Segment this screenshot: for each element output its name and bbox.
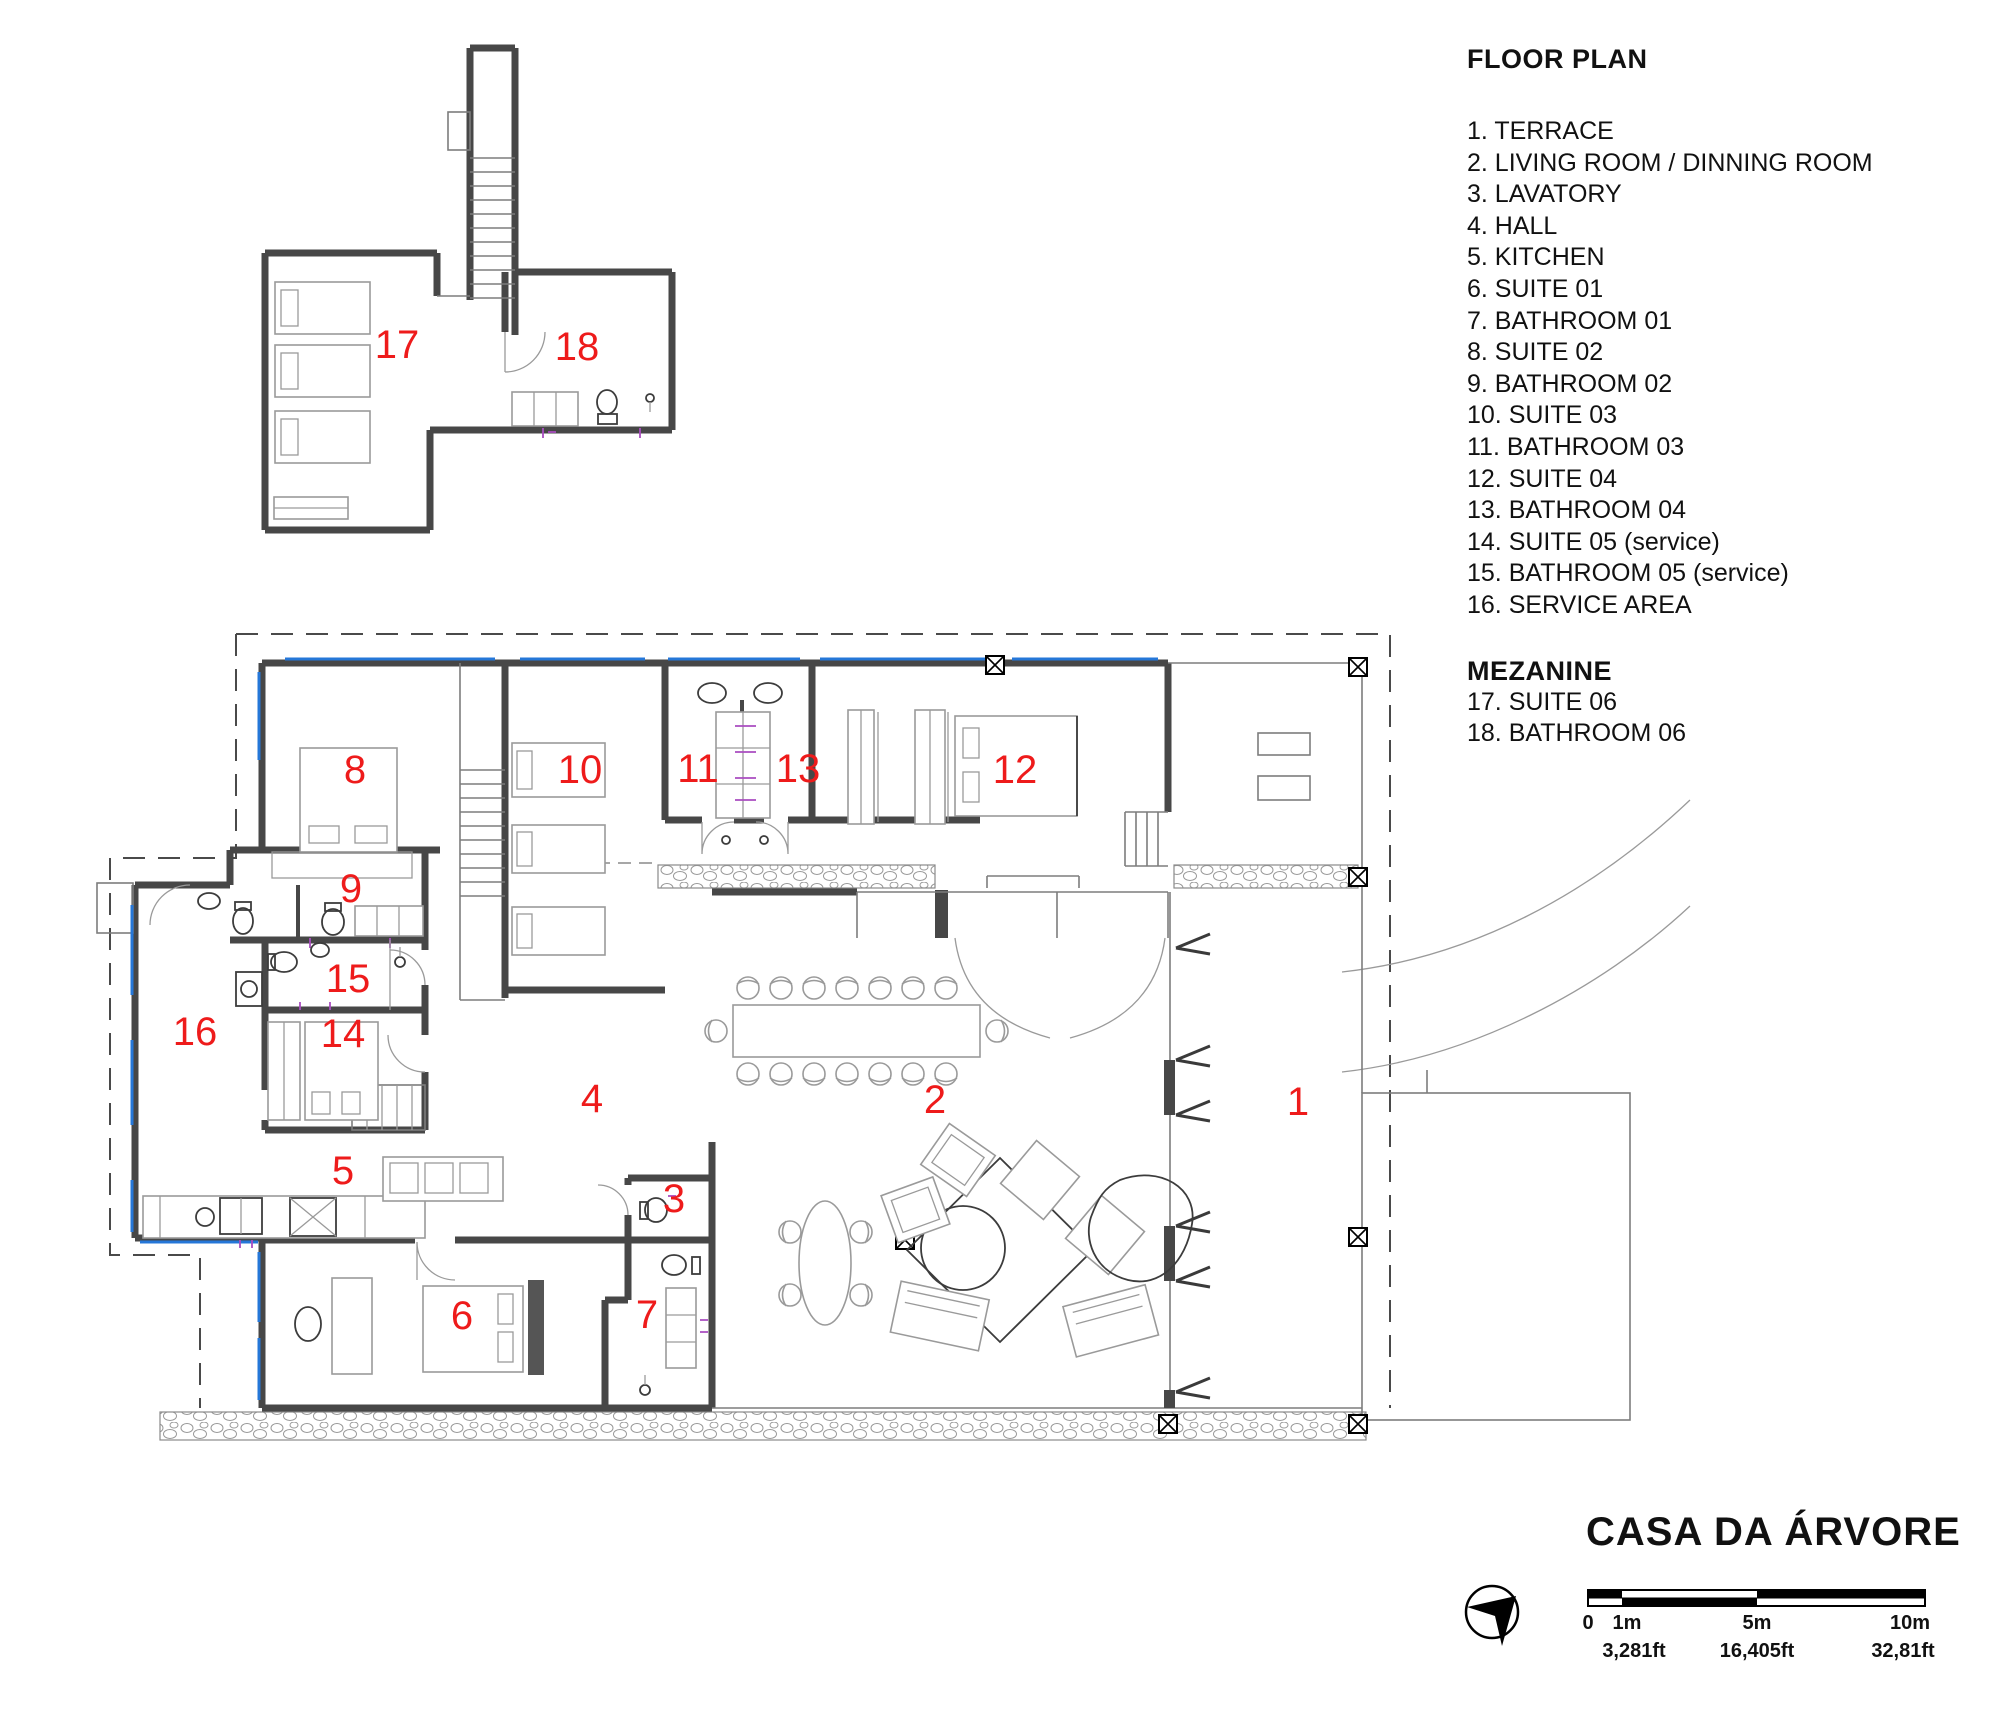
legend-item: 8. SUITE 02 bbox=[1467, 338, 1604, 367]
suite-06-beds bbox=[274, 282, 370, 519]
legend-item: 12. SUITE 04 bbox=[1467, 464, 1618, 493]
room-number-7: 7 bbox=[635, 1293, 659, 1337]
legend bbox=[1467, 44, 1937, 750]
breakfast-table bbox=[779, 1201, 872, 1325]
legend-title-floor-plan: FLOOR PLAN bbox=[1467, 44, 1648, 74]
north-arrow-icon bbox=[1466, 1586, 1518, 1646]
room-number-10: 10 bbox=[557, 748, 603, 792]
mezzanine-plan bbox=[265, 48, 672, 530]
scale-label-ft-10: 32,81ft bbox=[1871, 1640, 1935, 1662]
legend-item: 5. KITCHEN bbox=[1467, 243, 1605, 272]
service-area-fixtures bbox=[150, 885, 262, 1006]
suite-04-furniture bbox=[848, 710, 1077, 824]
hall-console bbox=[383, 1157, 503, 1201]
legend-item: 18. BATHROOM 06 bbox=[1467, 719, 1687, 748]
legend-item: 10. SUITE 03 bbox=[1467, 401, 1618, 430]
scale-label-ft-1: 3,281ft bbox=[1602, 1640, 1666, 1662]
legend-item: 1. TERRACE bbox=[1467, 117, 1614, 145]
room-number-12: 12 bbox=[992, 748, 1038, 792]
dining-table bbox=[705, 977, 1008, 1085]
colonnade bbox=[1164, 934, 1210, 1408]
entry-pier bbox=[935, 890, 948, 938]
main-floor-plan bbox=[97, 323, 1690, 1440]
legend-item: 17. SUITE 06 bbox=[1467, 687, 1618, 716]
mezanine-legend-list bbox=[1467, 687, 1937, 750]
legend-item: 16. SERVICE AREA bbox=[1467, 590, 1692, 619]
room-number-8: 8 bbox=[343, 748, 367, 792]
scale-label-0m: 0 bbox=[1582, 1612, 1594, 1634]
main-stair bbox=[460, 770, 505, 896]
room-number-18: 18 bbox=[554, 325, 600, 369]
room-number-1: 1 bbox=[1286, 1080, 1310, 1124]
legend-item: 6. SUITE 01 bbox=[1467, 274, 1604, 303]
room-number-5: 5 bbox=[331, 1149, 355, 1193]
headboard bbox=[528, 1280, 544, 1375]
room-number-15: 15 bbox=[325, 957, 371, 1001]
side-porch bbox=[97, 883, 133, 933]
suite-01-furniture bbox=[295, 1242, 544, 1375]
room-number-14: 14 bbox=[320, 1012, 366, 1056]
room-number-4: 4 bbox=[580, 1077, 604, 1121]
scale-label-ft-5: 16,405ft bbox=[1719, 1640, 1795, 1662]
floor-plan-legend-list bbox=[1467, 116, 1937, 622]
legend-item: 11. BATHROOM 03 bbox=[1467, 432, 1685, 461]
legend-item: 2. LIVING ROOM / DINNING ROOM bbox=[1467, 148, 1873, 177]
room-number-2: 2 bbox=[923, 1078, 947, 1122]
room-number-11: 11 bbox=[677, 747, 719, 791]
lounge-furniture bbox=[881, 1123, 1193, 1356]
room-number-9: 9 bbox=[339, 867, 363, 911]
room-number-6: 6 bbox=[450, 1294, 474, 1338]
scale-label-5m: 5m bbox=[1742, 1612, 1772, 1634]
legend-item: 13. BATHROOM 04 bbox=[1467, 496, 1687, 525]
scale-label-1m: 1m bbox=[1612, 1612, 1642, 1634]
suite-02-furniture bbox=[272, 748, 412, 878]
lower-deck bbox=[1362, 1093, 1630, 1420]
legend-item: 14. SUITE 05 (service) bbox=[1467, 527, 1720, 556]
room-number-17: 17 bbox=[374, 323, 420, 367]
project-title: CASA DA ÁRVORE bbox=[1586, 1510, 1961, 1554]
room-number-13: 13 bbox=[775, 747, 821, 791]
legend-item: 3. LAVATORY bbox=[1467, 180, 1622, 209]
scale-label-10m: 10m bbox=[1889, 1612, 1931, 1634]
room-number-3: 3 bbox=[662, 1177, 686, 1221]
terrain-curves bbox=[1342, 800, 1690, 1420]
room-number-16: 16 bbox=[172, 1010, 218, 1054]
legend-title-mezanine: MEZANINE bbox=[1467, 655, 1612, 686]
louver-grilles bbox=[1258, 733, 1310, 800]
scale-bar bbox=[1588, 1590, 1925, 1606]
legend-item: 4. HALL bbox=[1467, 211, 1558, 240]
legend-item: 9. BATHROOM 02 bbox=[1467, 369, 1673, 398]
entry-doors bbox=[955, 938, 1165, 1038]
legend-item: 15. BATHROOM 05 (service) bbox=[1467, 559, 1789, 588]
legend-item: 7. BATHROOM 01 bbox=[1467, 306, 1673, 335]
